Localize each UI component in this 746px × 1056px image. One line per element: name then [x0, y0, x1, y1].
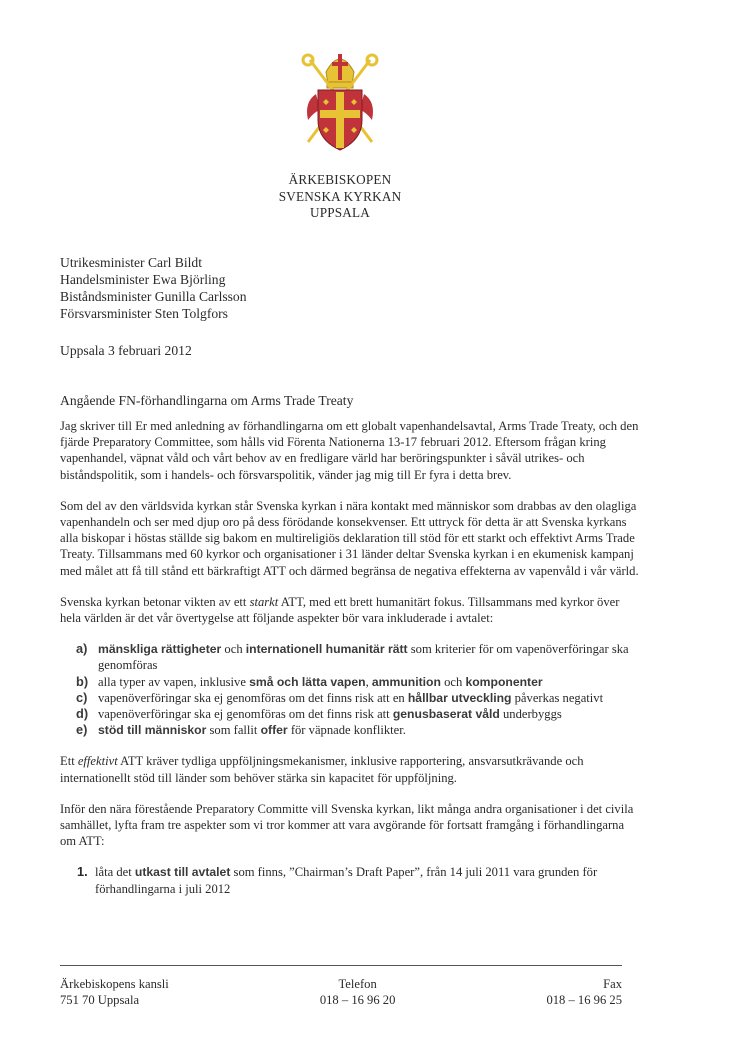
aspect-list	[60, 641, 640, 738]
issuer-city: UPPSALA	[309, 205, 371, 220]
issuer-block	[0, 172, 680, 222]
footer-address	[60, 977, 169, 1008]
footer-fax	[546, 977, 622, 1008]
body-paragraph: Som del av den världsvida kyrkan står Svenska kyrkan i nära kontakt med människor som drabbas av den olagliga vapenhandeln och ser med djup oro på dess förödande konsekvenser. Ett uttryck för detta är att Svenska kyrkans alla biskopar i höstas ställde sig bakom en multireligiös deklaration till stöd för ett starkt och effektivt Arms Trade Treaty. Tillsammans med 60 kyrkor och organisationer i 31 länder deltar Svenska kyrkan i en ekumenisk kampanj med målet att få till stånd ett bärkraftigt ATT och därmed begränsa de negativa effekterna av vapenvåld i vår värld.	[60, 498, 639, 578]
recipient: Försvarsminister Sten Tolgfors	[60, 306, 228, 321]
issuer-church: SVENSKA KYRKAN	[278, 188, 402, 204]
list-item: a) mänskliga rättigheter och internationell humanitär rätt som kriterier för om vapenöverföringar ska genomföras	[76, 641, 629, 673]
numbered-list	[60, 864, 640, 896]
list-marker: d)	[76, 706, 89, 722]
list-marker: 1.	[77, 864, 88, 880]
archbishop-coat-of-arms-icon	[296, 42, 384, 154]
letter-footer	[60, 977, 622, 1008]
letter-subject: Angående FN-förhandlingarna om Arms Trade Treaty	[60, 393, 354, 408]
list-marker: e)	[76, 722, 88, 738]
body-paragraph: Ett effektivt ATT kräver tydliga uppföljningsmekanismer, inklusive rapportering, ansvarsutkrävande och internationellt stöd till länder som behöver stärka sin kapacitet för uppföljning.	[60, 754, 584, 785]
phone-label: Telefon	[338, 977, 377, 991]
emphasis: starkt	[249, 594, 279, 609]
list-marker: c)	[76, 689, 88, 705]
footer-phone	[320, 977, 396, 1008]
letter-date: Uppsala 3 februari 2012	[60, 343, 192, 358]
recipient: Biståndsminister Gunilla Carlsson	[60, 289, 247, 304]
fax-number: 018 – 16 96 25	[546, 992, 622, 1007]
list-marker: a)	[76, 641, 88, 657]
phone-number: 018 – 16 96 20	[319, 992, 396, 1007]
recipient: Utrikesminister Carl Bildt	[60, 255, 202, 270]
footer-office: Ärkebiskopens kansli	[60, 977, 169, 991]
footer-divider	[60, 965, 622, 966]
letter-body	[60, 418, 640, 897]
list-item: c) vapenöverföringar ska ej genomföras om det finns risk att en hållbar utveckling påverkas negativt	[76, 689, 604, 705]
footer-postal: 751 70 Uppsala	[60, 992, 140, 1007]
list-item: b) alla typer av vapen, inklusive små och lätta vapen, ammunition och komponenter	[76, 673, 543, 689]
issuer-title: ÄRKEBISKOPEN	[288, 172, 392, 187]
body-paragraph: Inför den nära förestående Preparatory Committe vill Svenska kyrkan, likt många andra organisationer i det civila samhället, lyfta fram tre aspekter som vi tror kommer att vara avgörande för fortsatt framgång i förhandlingarna om ATT:	[60, 801, 634, 849]
list-marker: b)	[76, 673, 89, 689]
body-paragraph: Jag skriver till Er med anledning av förhandlingarna om ett globalt vapenhandelsavtal, Arms Trade Treaty, och den fjärde Preparatory Committee, som hålls vid Förenta Nationerna 13-17 februari 2012. Eftersom frågan kring vapenhandel, väpnat våld och vårt behov av en fredligare värld har beröringspunkter i såväl utrikes- och biståndspolitik, som i handels- och försvarspolitik, vänder jag mig till Er fyra i detta brev.	[60, 419, 639, 482]
body-paragraph: Svenska kyrkan betonar vikten av ett starkt ATT, med ett brett humanitärt fokus. Tillsammans med kyrkor över hela världen är det vår övertygelse att följande aspekter bör vara inkluderade i avtalet:	[60, 594, 620, 626]
list-item: 1. låta det utkast till avtalet som finns, ”Chairman’s Draft Paper”, från 14 juli 2011 vara grunden för förhandlingarna i juli 2012	[77, 864, 598, 896]
recipient-list	[60, 254, 247, 322]
fax-label: Fax	[603, 977, 622, 991]
list-item: d) vapenöverföringar ska ej genomföras om det finns risk att genusbaserat våld underbyggs	[76, 706, 562, 722]
recipient: Handelsminister Ewa Björling	[60, 272, 226, 287]
list-item: e) stöd till människor som fallit offer för väpnade konflikter.	[76, 722, 406, 738]
emphasis: effektivt	[77, 754, 118, 769]
